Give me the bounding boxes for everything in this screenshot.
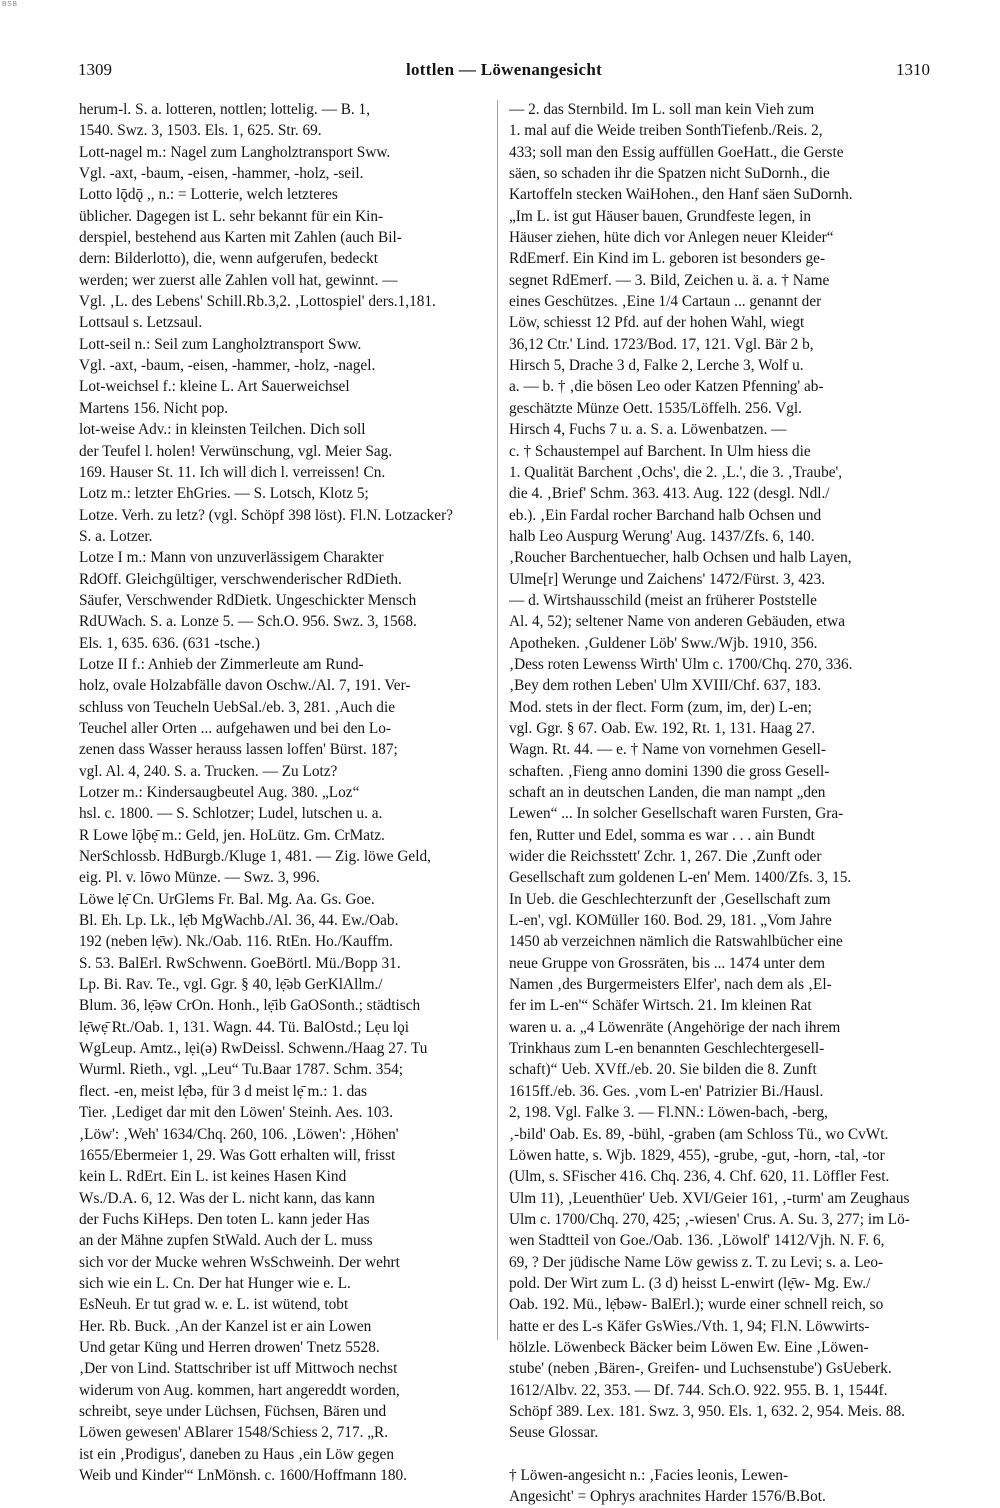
text-line: 1540. Swz. 3, 1503. Els. 1, 625. Str. 69. [79, 122, 322, 140]
text-line: Lotze I m.: Mann von unzuverlässigem Charakter [79, 549, 384, 567]
text-line: ‚Der von Lind. Stattschriber ist uff Mittwoch nechst [79, 1360, 398, 1378]
text-line: Ulme[r] Werunge und Zaichens' 1472/Fürst. 3, 423. [509, 570, 826, 588]
text-line: Hirsch 5, Drache 3 d, Falke 2, Lerche 3, Wolf u. [509, 357, 804, 375]
text-line: Al. 4, 52); seltener Name von anderen Gebäuden, etwa [509, 613, 845, 631]
text-line: werden; wer zuerst alle Zahlen voll hat, gewinnt. — [79, 271, 398, 289]
text-line: 433; soll man den Essig auffüllen GoeHatt., die Gerste [509, 143, 844, 161]
text-line: Lotz m.: letzter EhGries. — S. Lotsch, Klotz 5; [79, 485, 369, 503]
text-line: Vgl. -axt, -baum, -eisen, -hammer, -holz, -nagel. [79, 357, 376, 375]
text-line: halb Leo Auspurg Werung' Aug. 1437/Zfs. 6, 140. [509, 527, 815, 545]
text-line: Löwe lẹ̄ Cn. UrGlems Fr. Bal. Mg. Aa. Gs. Goe. [79, 890, 375, 908]
text-line: 169. Hauser St. 11. Ich will dich l. verreissen! Cn. [79, 463, 386, 481]
text-line: Gesellschaft zum goldenen L-en' Mem. 1400/Zfs. 3, 15. [509, 869, 852, 887]
text-line: widerum von Aug. kommen, hart angereddt worden, [79, 1381, 400, 1399]
text-line: (Ulm, s. SFischer 416. Chq. 236, 4. Chf. 620, 11. Löffler Fest. [509, 1168, 890, 1186]
right-column [509, 99, 929, 1508]
page-number-left: 1309 [78, 60, 112, 79]
text-line: Lp. Bi. Rav. Te., vgl. Ggr. § 40, lẹ̄əb GerKlAllm./ [79, 976, 383, 994]
text-line: Teuchel aller Orten ... aufgehawen und bei den Lo- [79, 719, 391, 737]
text-line: Apotheken. ‚Guldener Löb' Sww./Wjb. 1910, 356. [509, 634, 818, 652]
text-line: kein L. RdErt. Ein L. ist keines Hasen Kind [79, 1168, 347, 1186]
text-line: eb.). ‚Ein Fardal rocher Barchand halb Ochsen und [509, 506, 822, 524]
text-line: Lotzer m.: Kindersaugbeutel Aug. 380. „Loz“ [79, 784, 360, 801]
text-line: ‚Roucher Barchentuecher, halb Ochsen und halb Layen, [509, 549, 852, 567]
text-line: der Fuchs KiHeps. Den toten L. kann jeder Has [79, 1210, 370, 1228]
text-line: Her. Rb. Buck. ‚An der Kanzel ist er ain Lowen [79, 1317, 372, 1335]
page-number-right: 1310 [896, 60, 930, 79]
text-line: an der Mähne zupfen StWald. Auch der L. muss [79, 1232, 373, 1250]
text-line: a. — b. † ‚die bösen Leo oder Katzen Pfenning' ab- [509, 378, 824, 396]
text-line: holz, ovale Holzabfälle davon Oschw./Al. 7, 191. Ver- [79, 677, 411, 695]
text-line: Els. 1, 635. 636. (631 -tsche.) [79, 634, 260, 652]
text-line: hölzle. Löwenbeck Bäcker beim Löwen Ew. Eine ‚Löwen- [509, 1338, 869, 1356]
text-line: Lewen“ ... In solcher Gesellschaft waren Fursten, Gra- [509, 805, 844, 823]
text-line: RdEmerf. Ein Kind im L. geboren ist besonders ge- [509, 250, 826, 268]
text-line: S. 53. BalErl. RwSchwenn. GoeBörtl. Mü./Bopp 31. [79, 954, 401, 972]
text-line: 1. Qualität Barchent ‚Ochs', die 2. ‚L.', die 3. ‚Traube', [509, 463, 843, 481]
text-line: ist ein ‚Prodigus', daneben zu Haus ‚ein Löw gegen [79, 1445, 394, 1463]
text-line: fen, Rutter und Edel, somma es war . . . ain Bundt [509, 826, 815, 844]
text-line: geschätzte Münze Oett. 1535/Löffelh. 256. Vgl. [509, 399, 802, 417]
text-line: vgl. Ggr. § 67. Oab. Ew. 192, Rt. 1, 131. Haag 27. [509, 719, 816, 737]
text-line: 69, ? Der jüdische Name Löw gewiss z. T. zu Levi; s. a. Leo- [509, 1253, 884, 1271]
text-line: Lot-weichsel f.: kleine L. Art Sauerweichsel [79, 378, 350, 396]
text-line: 36,12 Ctr.' Lind. 1723/Bod. 17, 121. Vgl. Bär 2 b, [509, 335, 814, 353]
text-line: ‚-bild' Oab. Es. 89, -bühl, -graben (am Schloss Tü., wo CvWt. [509, 1125, 889, 1143]
text-line: ‚Bey dem rothen Leben' Ulm XVIII/Chf. 637, 183. [509, 677, 822, 695]
text-line: hsl. c. 1800. — S. Schlotzer; Ludel, lutschen u. a. [79, 805, 383, 823]
text-line: EsNeuh. Er tut grad w. e. L. ist wütend, tobt [79, 1296, 349, 1314]
text-line: schreibt, seye under Lüchsen, Füchsen, Bären und [79, 1402, 387, 1420]
text-line: Tier. ‚Lediget dar mit den Löwen' Steinh. Aes. 103. [79, 1104, 394, 1122]
text-line: schaft)“ Ueb. XVff./eb. 20. Sie bilden die 8. Zunft [509, 1061, 817, 1079]
text-line: der Teufel l. holen! Verwünschung, vgl. Meier Sag. [79, 442, 393, 460]
text-line: Ulm 11), ‚Leuenthüer' Ueb. XVI/Geier 161, ‚-turm' am Zeughaus [509, 1189, 910, 1207]
text-line: 192 (neben lẹ̄w). Nk./Oab. 116. RtEn. Ho./Kauffm. [79, 933, 393, 951]
text-line: RdOff. Gleichgültiger, verschwenderischer RdDieth. [79, 570, 402, 588]
text-line: 1612/Albv. 22, 353. — Df. 744. Sch.O. 922. 955. B. 1, 1544f. [509, 1381, 888, 1399]
text-line: Kartoffeln stecken WaiHohen., den Hanf säen SuDornh. [509, 186, 853, 204]
text-line: wider die Reichsstett' Zchr. 1, 267. Die ‚Zunft oder [509, 848, 822, 866]
text-line: NerSchlossb. HdBurgb./Kluge 1, 481. — Zig. löwe Geld, [79, 848, 431, 866]
text-line: Und getar Küng und Herren drowen' Tnetz 5528. [79, 1338, 380, 1356]
text-line: lẹ̄wẹ̄ Rt./Oab. 1, 131. Wagn. 44. Tü. BalOstd.; Lẹu lǫi [79, 1018, 410, 1036]
text-line: 1615ff./eb. 36. Ges. ‚vom L-en' Patrizier Bi./Hausl. [509, 1082, 824, 1100]
text-line: Lott-nagel m.: Nagel zum Langholztransport Sww. [79, 143, 391, 161]
text-line: Seuse Glossar. [509, 1424, 599, 1442]
text-line: † Löwen-angesicht n.: ‚Facies leonis, Lewen- [509, 1467, 789, 1484]
text-line: Löw, schiesst 12 Pfd. auf der hohen Wahl, wiegt [509, 314, 805, 332]
text-line: zenen dass Wasser herauss lassen loffen' Bürst. 187; [79, 741, 398, 759]
library-watermark: BSB [2, 1, 18, 8]
text-line: neue Gruppe von Grossräten, bis ... 1474 unter dem [509, 954, 826, 972]
text-line: Häuser ziehen, hüte dich vor Anlegen neuer Kleider“ [509, 229, 834, 247]
text-line: die 4. ‚Brief' Schm. 363. 413. Aug. 122 (desgl. Ndl./ [509, 485, 830, 503]
text-line: Blum. 36, lẹ̄əw CrOn. Honh., lẹ̄ib GaOSonth.; städtisch [79, 997, 421, 1015]
text-line: Trinkhaus zum L-en benannten Geschlechtergesell- [509, 1040, 825, 1058]
text-line: Oab. 192. Mü., lẹ̄bəw- BalErl.); wurde einer schnell reich, so [509, 1296, 884, 1314]
text-line: 1655/Ebermeier 1, 29. Was Gott erhalten will, frisst [79, 1146, 396, 1164]
text-line: Lotze II f.: Anhieb der Zimmerleute am Rund- [79, 655, 364, 673]
text-line: Lott-seil n.: Seil zum Langholztransport Sww. [79, 335, 362, 353]
text-line: Weib und Kinder'“ LnMönsh. c. 1600/Hoffmann 180. [79, 1467, 407, 1484]
text-line: Hirsch 4, Fuchs 7 u. a. S. a. Löwenbatzen. — [509, 421, 787, 439]
text-line: „Im L. ist gut Häuser bauen, Grundfeste legen, in [509, 207, 812, 225]
text-line: Ws./D.A. 6, 12. Was der L. nicht kann, das kann [79, 1189, 375, 1207]
text-line: Bl. Eh. Lp. Lk., lẹ̄b MgWachb./Al. 36, 44. Ew./Oab. [79, 912, 399, 930]
text-line: flect. -en, meist lẹ̄bə, für 3 d meist lẹ̄ m.: 1. das [79, 1082, 368, 1100]
text-line: Namen ‚des Burgermeisters Elfer', nach dem als ‚El- [509, 976, 832, 994]
text-line: säen, so schaden ihr die Spatzen nicht SuDornh., die [509, 165, 830, 183]
text-line: schaft an in deutschen Landen, die man nampt „den [509, 784, 826, 801]
text-line: Mod. stets in der flect. Form (zum, im, der) L-en; [509, 698, 812, 716]
text-line: schaften. ‚Fieng anno domini 1390 die gross Gesell- [509, 762, 830, 780]
text-line: sich wie ein L. Cn. Der hat Hunger wie e. L. [79, 1274, 351, 1292]
text-line: L-en', vgl. KOMüller 160. Bod. 29, 181. „Vom Jahre [509, 912, 832, 930]
text-line: waren u. a. „4 Löwenräte (Angehörige der nach ihrem [509, 1018, 841, 1036]
text-line: In Ueb. die Geschlechterzunft der ‚Gesellschaft zum [509, 890, 831, 908]
text-line: segnet RdEmerf. — 3. Bild, Zeichen u. ä. a. † Name [509, 271, 830, 289]
text-line: Lotto lǭdǭ ,, n.: = Lotterie, welch letzteres [79, 186, 338, 204]
text-line: Lotze. Verh. zu letz? (vgl. Schöpf 398 löst). Fl.N. Lotzacker? [79, 506, 453, 524]
text-line: hatte er des L-s Käfer GsWies./Vth. 1, 94; Fl.N. Löwwirts- [509, 1317, 870, 1335]
text-line: ‚Dess roten Lewenss Wirth' Ulm c. 1700/Chq. 270, 336. [509, 655, 853, 673]
text-line: 1450 ab verzeichnen nämlich die Ratswahlbücher eine [509, 933, 843, 951]
text-line: Vgl. ‚L. des Lebens' Schill.Rb.3,2. ‚Lottospiel' ders.1,181. [79, 293, 436, 311]
text-line: eig. Pl. v. lōwo Münze. — Swz. 3, 996. [79, 869, 320, 887]
text-line [509, 1444, 929, 1465]
text-line: üblicher. Dagegen ist L. sehr bekannt für ein Kin- [79, 207, 384, 225]
page-header [78, 60, 930, 86]
text-line: dern: Bilderlotto), die, wenn aufgerufen, bedeckt [79, 250, 379, 268]
text-line: c. † Schaustempel auf Barchent. In Ulm hiess die [509, 442, 811, 460]
text-line: herum-l. S. a. lotteren, nottlen; lottelig. — B. 1, [79, 101, 371, 118]
text-line: sich vor der Mucke wehren WsSchweinh. Der wehrt [79, 1253, 400, 1271]
text-line: schluss von Teucheln UebSal./eb. 3, 281. ‚Auch die [79, 698, 395, 716]
text-line: 1. mal auf die Weide treiben SonthTiefenb./Reis. 2, [509, 122, 823, 140]
text-line: Martens 156. Nicht pop. [79, 399, 229, 417]
text-line: lot-weise Adv.: in kleinsten Teilchen. Dich soll [79, 421, 366, 439]
text-line: S. a. Lotzer. [79, 527, 153, 545]
text-line: 2, 198. Vgl. Falke 3. — Fl.NN.: Löwen-bach, -berg, [509, 1104, 828, 1122]
text-line: pold. Der Wirt zum L. (3 d) heisst L-enwirt (lẹ̄w- Mg. Ew./ [509, 1274, 871, 1292]
text-line: — d. Wirtshausschild (meist an früherer Poststelle [509, 591, 817, 609]
left-column [79, 99, 499, 1486]
text-line: Wagn. Rt. 44. — e. † Name von vornehmen Gesell- [509, 741, 826, 759]
text-line: ‚Löw': ‚Weh' 1634/Chq. 260, 106. ‚Löwen': ‚Höhen' [79, 1125, 399, 1143]
text-line: Löwen gewesen' ABlarer 1548/Schiess 2, 717. „R. [79, 1424, 389, 1442]
text-line: RdUWach. S. a. Lonze 5. — Sch.O. 956. Swz. 3, 1568. [79, 613, 417, 631]
text-line: R Lowe lǭbẹ̄ m.: Geld, jen. HoLütz. Gm. CrMatz. [79, 826, 385, 844]
text-line: vgl. Al. 4, 240. S. a. Trucken. — Zu Lotz? [79, 762, 338, 780]
text-line: Schöpf 389. Lex. 181. Swz. 3, 950. Els. 1, 632. 2, 954. Meis. 88. [509, 1402, 906, 1420]
running-title: lottlen — Löwenangesicht [405, 60, 603, 79]
column-divider [497, 100, 498, 1340]
text-line: Vgl. -axt, -baum, -eisen, -hammer, -holz, -seil. [79, 165, 364, 183]
text-line: Lottsaul s. Letzsaul. [79, 314, 203, 332]
text-line: eines Geschützes. ‚Eine 1/4 Cartaun ... genannt der [509, 293, 822, 311]
text-line: Ulm c. 1700/Chq. 270, 425; ‚-wiesen' Crus. A. Su. 3, 277; im Lö- [509, 1210, 910, 1228]
text-line: Säufer, Verschwender RdDietk. Ungeschickter Mensch [79, 591, 417, 609]
text-line: Angesicht' = Ophrys arachnites Harder 1576/B.Bot. [509, 1488, 826, 1506]
text-line: WgLeup. Amtz., lẹi(ə) RwDeissl. Schwenn./Haag 27. Tu [79, 1040, 428, 1058]
text-line: fer im L-en'“ Schäfer Wirtsch. 21. Im kleinen Rat [509, 997, 812, 1015]
text-line: wen Stadtteil von Goe./Oab. 136. ‚Löwolf' 1412/Vjh. N. F. 6, [509, 1232, 885, 1250]
text-line: Wurml. Rieth., vgl. „Leu“ Tu.Baar 1787. Schm. 354; [79, 1061, 403, 1079]
text-line: derspiel, bestehend aus Karten mit Zahlen (auch Bil- [79, 229, 402, 247]
text-line: Löwen hatte, s. Wjb. 1829, 455), -grube, -gut, -horn, -tal, -tor [509, 1146, 885, 1164]
text-line: — 2. das Sternbild. Im L. soll man kein Vieh zum [509, 101, 815, 118]
text-line: stube' (neben ‚Bären-, Greifen- und Luchsenstube') GsUeberk. [509, 1360, 892, 1378]
